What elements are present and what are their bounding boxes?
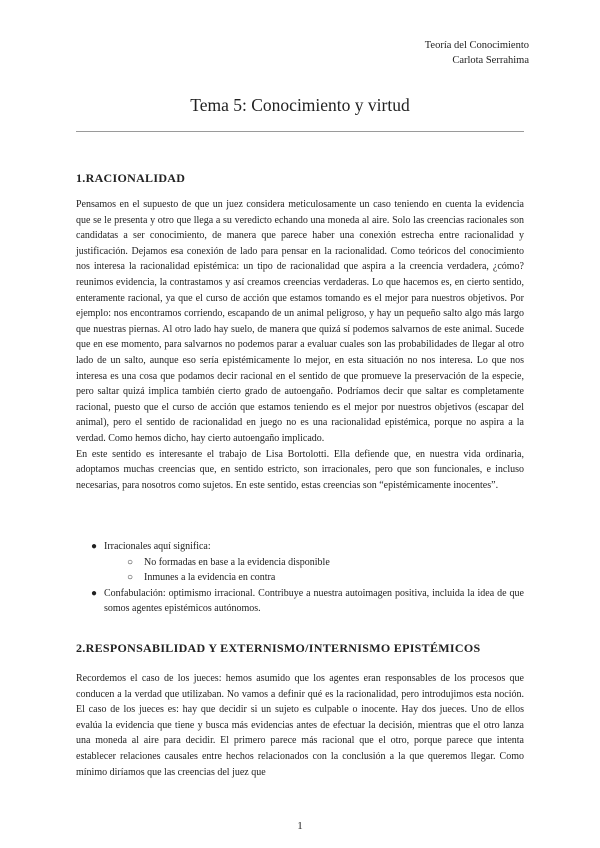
section-heading-responsabilidad: [76, 641, 480, 656]
sub-list-item: [76, 555, 524, 571]
list-item-text: No formadas en base a la evidencia disponible: [144, 556, 330, 568]
paragraph: Pensamos en el supuesto de que un juez considera meticulosamente un caso teniendo en cuenta la evidencia que se le presenta y otro que llega a su veredicto echando una moneda al aire. Solo las creencias racionales son candidatas a ser conocimiento, de manera que parece haber una conexión estrecha entre racionalidad y justificación. Dejamos esa conexión de lado para pensar en la racionalidad. Como teóricos del conocimiento nos interesa la racionalidad epistémica: un tipo de racionalidad que aspira a la creencia verdadera, ¿cómo? reunimos evidencia, la contrastamos y así creamos creencias verdaderas. Lo que hacemos es, en cierto sentido, enteramente racional, ya que el curso de acción que estamos tomando es el mejor para nuestros objetivos. Por ejemplo: nos encontramos corriendo, escapando de un animal peligroso, y hay un pequeño salto algo más largo que nuestras piernas. Al otro lado hay suelo, de manera que quizá sí podemos salvarnos de este animal. Sucede que en ese momento, para salvarnos no podemos parar a evaluar cuales son las probabilidades de llegar al otro lado de un salto, aunque eso sería epistémicamente lo mejor, en esta situación no nos interesa. Lo que nos interesa es una cosa que podamos decir racional en el sentido de que promueve la preservación de la especie, pero saltar quizá implica también cierto grado de autoengaño. Podríamos decir que saltar es completamente racional, puesto que el curso de acción que estamos teniendo es el mejor por nuestros objetivos (escapar del animal), pero el sentido de racionalidad en juego no es una racionalidad epistémica, porque no aspira a la verdad. Como hemos dicho, hay cierto autoengaño implicado.: [76, 199, 524, 444]
document-header: [425, 38, 529, 68]
header-course: Teoría del Conocimiento: [424, 40, 529, 51]
list-item: [76, 539, 524, 555]
paragraph: Recordemos el caso de los jueces: hemos asumido que los agentes eran responsables de los procesos que conducen a la verdad que utilizaban. No vamos a definir qué es la racionalidad, pero introdujimos esta noción. El caso de los jueces es: hay que decidir si un sujeto es culpable o inocente. Hay dos jueces. Uno de ellos evalúa la evidencia que tiene y busca más evidencias antes de efectuar la decisión, mientras que el otro lanza una moneda al aire para decidir. El primero parece más racional que el otro, porque parece que intenta establecer relaciones causales entre hechos relacionados con la conclusión a la que queremos llegar. Como mínimo diríamos que las creencias del juez que: [76, 673, 524, 778]
page-number: 1: [297, 820, 303, 832]
page-title: Tema 5: Conocimiento y virtud: [190, 95, 410, 115]
section-number: 1.: [76, 171, 86, 185]
header-author: Carlota Serrahima: [452, 55, 529, 66]
section-heading-racionalidad: [76, 171, 185, 186]
circle-bullet-icon: ○: [127, 556, 134, 568]
section-body-responsabilidad: [76, 671, 524, 780]
section-number: 2.: [76, 641, 86, 655]
section-title: RACIONALIDAD: [85, 171, 186, 185]
sub-list-item: [76, 570, 524, 586]
bullet-list: [76, 539, 524, 617]
section-title: RESPONSABILIDAD Y EXTERNISMO/INTERNISMO EPISTÉMICOS: [85, 641, 481, 655]
list-item: [76, 586, 524, 617]
list-item-text: Confabulación: optimismo irracional. Contribuye a nuestra autoimagen positiva, incluida la idea de que somos agentes epistémicos autónomos.: [104, 587, 524, 615]
list-item-text: Inmunes a la evidencia en contra: [144, 572, 276, 584]
list-item-text: Irracionales aquí significa:: [104, 541, 211, 552]
bullet-icon: ●: [91, 541, 98, 552]
bullet-icon: ●: [91, 587, 98, 599]
paragraph: En este sentido es interesante el trabajo de Lisa Bortolotti. Ella defiende que, en nuestra vida ordinaria, adoptamos muchas creencias que, en sentido estricto, son irracionales, pero que son funcionales, e incluso necesarias, para nosotros como sujetos. En este sentido, estas creencias son “epistémicamente inocentes”.: [76, 448, 524, 491]
circle-bullet-icon: ○: [127, 572, 134, 584]
section-body-racionalidad: [76, 197, 524, 493]
title-divider: [76, 131, 524, 132]
